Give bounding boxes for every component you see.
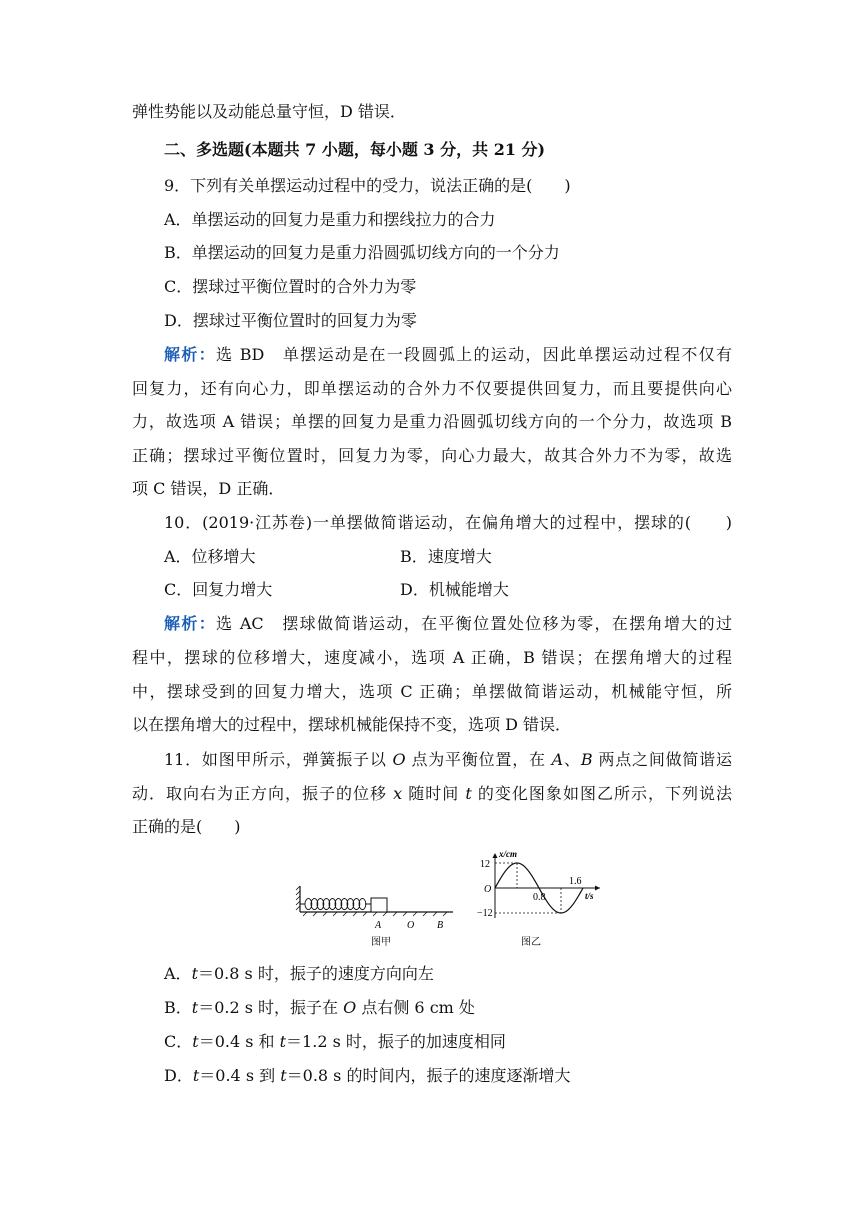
text: B．单摆运动的回复力是重力沿圆弧切线方向的一个分力 (164, 243, 560, 262)
text: D． (164, 1066, 193, 1085)
var-o: O (343, 998, 357, 1017)
text: ＝0.2 s 时，振子在 (198, 998, 344, 1017)
var-a: A (551, 750, 564, 769)
option-c: C．回复力增大 (164, 580, 273, 599)
text: 弹性势能以及动能总量守恒，D 错误． (132, 102, 406, 121)
point-b-label: B (437, 920, 444, 931)
text: 中，摆球受到的回复力增大，选项 C 正确；单摆做简谐运动，机械能守恒，所 (132, 682, 732, 701)
analysis-10-line (132, 713, 732, 737)
text: 程中，摆球的位移增大，速度减小，选项 A 正确，B 错误；在摆角增大的过程 (132, 648, 732, 667)
question-11-stem (132, 815, 732, 839)
text: 9．下列有关单摆运动过程中的受力，说法正确的是( ) (164, 176, 571, 195)
question-9-option-b (164, 241, 764, 265)
y-tick-max: 12 (480, 859, 490, 870)
question-9-option-d (164, 309, 764, 333)
text: 选 BD 单摆运动是在一段圆弧上的运动，因此单摆运动过程不仅有 (215, 345, 732, 364)
text: D．摆球过平衡位置时的回复力为零 (164, 311, 417, 330)
figure-svg (295, 848, 605, 952)
x-axis-arrow (493, 853, 498, 858)
text: A． (164, 964, 192, 983)
var-t: t (192, 1066, 200, 1085)
text: ＝1.2 s 时，振子的加速度相同 (286, 1032, 506, 1051)
text: 正确；摆球过平衡位置时，回复力为零，向心力最大，故其合外力不为零，故选 (132, 446, 732, 465)
option-d: D．机械能增大 (400, 580, 509, 599)
question-10-options-row (164, 545, 764, 569)
oscillator-block (371, 898, 387, 912)
origin-label: O (484, 884, 492, 895)
wall-hatch (296, 886, 300, 910)
text: C．摆球过平衡位置时的合外力为零 (164, 277, 417, 296)
section-heading (164, 138, 764, 162)
text: 两点之间做简谐运 (592, 750, 732, 769)
text: ＝0.4 s 到 (199, 1066, 281, 1085)
text: C． (164, 1032, 193, 1051)
option-b: B．速度增大 (400, 547, 492, 566)
analysis-9-line (132, 377, 732, 401)
spring-coil (300, 899, 371, 910)
text: 动．取向右为正方向，振子的位移 (132, 784, 394, 803)
figure-jia-caption: 图甲 (371, 937, 391, 948)
question-10-stem (164, 511, 732, 535)
text: 回复力，还有向心力，即单摆运动的合外力不仅要提供回复力，而且要提供向心 (132, 379, 732, 398)
analysis-9-line (132, 477, 732, 501)
option-a: A．位移增大 (164, 547, 256, 566)
text: B． (164, 998, 192, 1017)
text-line (132, 100, 732, 124)
t-tick-mid: 0.8 (533, 892, 546, 903)
t-axis-arrow (595, 886, 600, 891)
text: 的变化图象如图乙所示，下列说法 (471, 784, 732, 803)
analysis-10-line (132, 680, 732, 704)
question-11-figure (295, 848, 605, 952)
text: 以在摆角增大的过程中，摆球机械能保持不变，选项 D 错误． (132, 715, 572, 734)
var-o: O (392, 750, 406, 769)
text: ＝0.8 s 的时间内，振子的速度逐渐增大 (286, 1066, 571, 1085)
var-t: t (279, 1032, 287, 1051)
question-11-option-c (164, 1030, 764, 1054)
var-t: t (280, 1066, 287, 1085)
var-x: x (393, 784, 403, 803)
var-t: t (192, 1032, 199, 1051)
text: 点为平衡位置，在 (405, 750, 552, 769)
question-10-options-row (164, 578, 764, 602)
text: 10．(2019·江苏卷)一单摆做简谐运动，在偏角增大的过程中，摆球的( ) (164, 513, 732, 532)
t-axis-label: t/s (585, 891, 594, 901)
var-t: t (191, 998, 199, 1017)
y-axis-label: x/cm (499, 849, 517, 859)
var-t: t (191, 964, 198, 983)
question-11-option-a (164, 962, 764, 986)
var-b: B (580, 750, 593, 769)
question-9-option-c (164, 275, 764, 299)
analysis-9-line (132, 410, 732, 434)
t-tick-end: 1.6 (569, 876, 582, 887)
var-t: t (465, 784, 472, 803)
displacement-time-graph (477, 849, 600, 948)
text: 点右侧 6 cm 处 (356, 998, 475, 1017)
text: 正确的是( ) (132, 817, 241, 836)
point-a-label: A (375, 920, 382, 931)
figure-yi-caption: 图乙 (521, 937, 541, 948)
point-o-label: O (407, 920, 415, 931)
analysis-10-line (164, 612, 732, 636)
question-11-stem (132, 782, 732, 806)
analysis-9-line (132, 444, 732, 468)
y-tick-min: −12 (477, 908, 493, 919)
text: ＝0.4 s 和 (198, 1032, 280, 1051)
question-11-option-d (164, 1064, 764, 1088)
text: A．单摆运动的回复力是重力和摆线拉力的合力 (164, 210, 496, 229)
text: 选 AC 摆球做简谐运动，在平衡位置处位移为零，在摆角增大的过 (216, 614, 732, 633)
text: 11．如图甲所示，弹簧振子以 (164, 750, 393, 769)
question-11-option-b (164, 996, 764, 1020)
analysis-10-line (132, 646, 732, 670)
text: 力，故选项 A 错误；单摆的回复力是重力沿圆弧切线方向的一个分力，故选项 B (132, 412, 732, 431)
text: 二、多选题(本题共 7 小题，每小题 3 分，共 21 分) (164, 140, 546, 159)
question-9-stem (164, 174, 764, 198)
analysis-label: 解析： (164, 345, 216, 364)
question-11-stem (164, 748, 732, 772)
text: 、 (563, 750, 581, 769)
text: ＝0.8 s 时，振子的速度方向向左 (198, 964, 434, 983)
analysis-label: 解析： (164, 614, 217, 633)
text: 随时间 (402, 784, 466, 803)
analysis-9-line (164, 343, 732, 367)
text: 项 C 错误，D 正确． (132, 479, 285, 498)
spring-oscillator-diagram (296, 886, 453, 948)
question-9-option-a (164, 208, 764, 232)
